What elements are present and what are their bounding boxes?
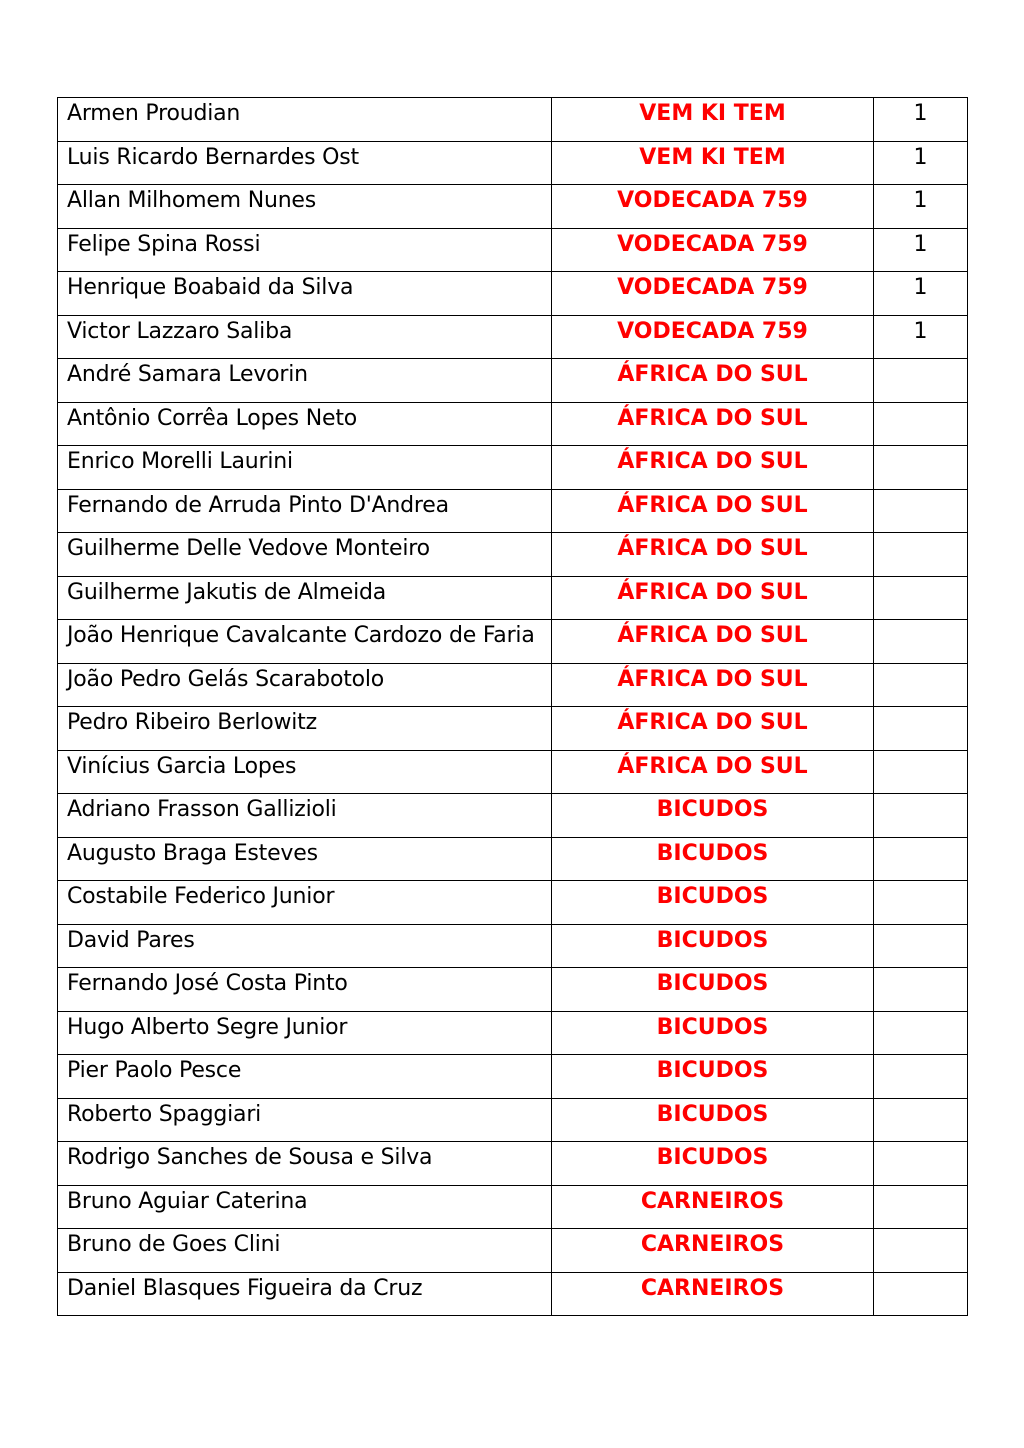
player-name-cell: Adriano Frasson Gallizioli xyxy=(58,794,552,838)
player-name-cell: Victor Lazzaro Saliba xyxy=(58,315,552,359)
table-row xyxy=(58,1055,968,1099)
count-cell xyxy=(874,1185,968,1229)
count-cell xyxy=(874,837,968,881)
team-name-cell: ÁFRICA DO SUL xyxy=(552,750,874,794)
player-name-cell: Antônio Corrêa Lopes Neto xyxy=(58,402,552,446)
player-name-cell: Pier Paolo Pesce xyxy=(58,1055,552,1099)
team-name-cell: BICUDOS xyxy=(552,924,874,968)
player-name-cell: Henrique Boabaid da Silva xyxy=(58,272,552,316)
count-cell xyxy=(874,881,968,925)
player-name-cell: Enrico Morelli Laurini xyxy=(58,446,552,490)
player-name-cell: Bruno de Goes Clini xyxy=(58,1229,552,1273)
count-cell xyxy=(874,707,968,751)
player-name-cell: André Samara Levorin xyxy=(58,359,552,403)
table-row xyxy=(58,1142,968,1186)
table-row xyxy=(58,794,968,838)
team-name-cell: CARNEIROS xyxy=(552,1272,874,1316)
count-cell xyxy=(874,924,968,968)
count-cell xyxy=(874,489,968,533)
team-name-cell: VEM KI TEM xyxy=(552,141,874,185)
table-row xyxy=(58,968,968,1012)
count-cell xyxy=(874,794,968,838)
player-name-cell: Guilherme Delle Vedove Monteiro xyxy=(58,533,552,577)
player-name-cell: Fernando de Arruda Pinto D'Andrea xyxy=(58,489,552,533)
count-cell: 1 xyxy=(874,185,968,229)
team-name-cell: ÁFRICA DO SUL xyxy=(552,446,874,490)
team-name-cell: ÁFRICA DO SUL xyxy=(552,576,874,620)
table-row xyxy=(58,663,968,707)
player-name-cell: Fernando José Costa Pinto xyxy=(58,968,552,1012)
count-cell: 1 xyxy=(874,141,968,185)
count-cell xyxy=(874,1229,968,1273)
player-name-cell: Roberto Spaggiari xyxy=(58,1098,552,1142)
team-name-cell: ÁFRICA DO SUL xyxy=(552,402,874,446)
count-cell: 1 xyxy=(874,272,968,316)
player-name-cell: Daniel Blasques Figueira da Cruz xyxy=(58,1272,552,1316)
table-row xyxy=(58,1098,968,1142)
player-name-cell: Felipe Spina Rossi xyxy=(58,228,552,272)
table-row xyxy=(58,402,968,446)
table-row xyxy=(58,533,968,577)
count-cell xyxy=(874,1011,968,1055)
player-name-cell: Hugo Alberto Segre Junior xyxy=(58,1011,552,1055)
team-name-cell: ÁFRICA DO SUL xyxy=(552,707,874,751)
table-row xyxy=(58,1229,968,1273)
count-cell xyxy=(874,750,968,794)
count-cell: 1 xyxy=(874,228,968,272)
table-row xyxy=(58,707,968,751)
table-row xyxy=(58,837,968,881)
count-cell xyxy=(874,359,968,403)
team-name-cell: ÁFRICA DO SUL xyxy=(552,489,874,533)
player-name-cell: Rodrigo Sanches de Sousa e Silva xyxy=(58,1142,552,1186)
table-row xyxy=(58,489,968,533)
team-name-cell: BICUDOS xyxy=(552,881,874,925)
team-name-cell: CARNEIROS xyxy=(552,1229,874,1273)
table-row xyxy=(58,228,968,272)
team-name-cell: ÁFRICA DO SUL xyxy=(552,359,874,403)
table-row xyxy=(58,446,968,490)
player-name-cell: David Pares xyxy=(58,924,552,968)
count-cell xyxy=(874,402,968,446)
team-name-cell: BICUDOS xyxy=(552,968,874,1012)
player-name-cell: Guilherme Jakutis de Almeida xyxy=(58,576,552,620)
table-row xyxy=(58,141,968,185)
player-name-cell: Armen Proudian xyxy=(58,98,552,142)
team-name-cell: VODECADA 759 xyxy=(552,228,874,272)
table-row xyxy=(58,1011,968,1055)
player-name-cell: Pedro Ribeiro Berlowitz xyxy=(58,707,552,751)
count-cell xyxy=(874,533,968,577)
team-name-cell: VEM KI TEM xyxy=(552,98,874,142)
table-row xyxy=(58,315,968,359)
team-name-cell: VODECADA 759 xyxy=(552,315,874,359)
table-row xyxy=(58,272,968,316)
count-cell xyxy=(874,620,968,664)
team-name-cell: ÁFRICA DO SUL xyxy=(552,663,874,707)
table-row xyxy=(58,881,968,925)
player-name-cell: Costabile Federico Junior xyxy=(58,881,552,925)
player-name-cell: Augusto Braga Esteves xyxy=(58,837,552,881)
team-name-cell: BICUDOS xyxy=(552,837,874,881)
count-cell: 1 xyxy=(874,98,968,142)
player-name-cell: João Henrique Cavalcante Cardozo de Faria xyxy=(58,620,552,664)
count-cell xyxy=(874,576,968,620)
team-name-cell: ÁFRICA DO SUL xyxy=(552,533,874,577)
count-cell xyxy=(874,1055,968,1099)
team-name-cell: CARNEIROS xyxy=(552,1185,874,1229)
count-cell xyxy=(874,446,968,490)
count-cell xyxy=(874,663,968,707)
table-row xyxy=(58,924,968,968)
team-name-cell: BICUDOS xyxy=(552,1011,874,1055)
table-row xyxy=(58,185,968,229)
table-row xyxy=(58,1185,968,1229)
team-name-cell: BICUDOS xyxy=(552,1142,874,1186)
team-name-cell: BICUDOS xyxy=(552,1055,874,1099)
roster-table xyxy=(57,97,968,1316)
table-row xyxy=(58,620,968,664)
count-cell: 1 xyxy=(874,315,968,359)
player-name-cell: Vinícius Garcia Lopes xyxy=(58,750,552,794)
team-name-cell: ÁFRICA DO SUL xyxy=(552,620,874,664)
roster-body xyxy=(58,98,968,1316)
player-name-cell: Allan Milhomem Nunes xyxy=(58,185,552,229)
count-cell xyxy=(874,968,968,1012)
team-name-cell: VODECADA 759 xyxy=(552,185,874,229)
player-name-cell: Luis Ricardo Bernardes Ost xyxy=(58,141,552,185)
table-row xyxy=(58,576,968,620)
table-row xyxy=(58,1272,968,1316)
team-name-cell: VODECADA 759 xyxy=(552,272,874,316)
table-row xyxy=(58,98,968,142)
count-cell xyxy=(874,1142,968,1186)
count-cell xyxy=(874,1272,968,1316)
player-name-cell: Bruno Aguiar Caterina xyxy=(58,1185,552,1229)
player-name-cell: João Pedro Gelás Scarabotolo xyxy=(58,663,552,707)
count-cell xyxy=(874,1098,968,1142)
team-name-cell: BICUDOS xyxy=(552,1098,874,1142)
table-row xyxy=(58,750,968,794)
team-name-cell: BICUDOS xyxy=(552,794,874,838)
table-row xyxy=(58,359,968,403)
